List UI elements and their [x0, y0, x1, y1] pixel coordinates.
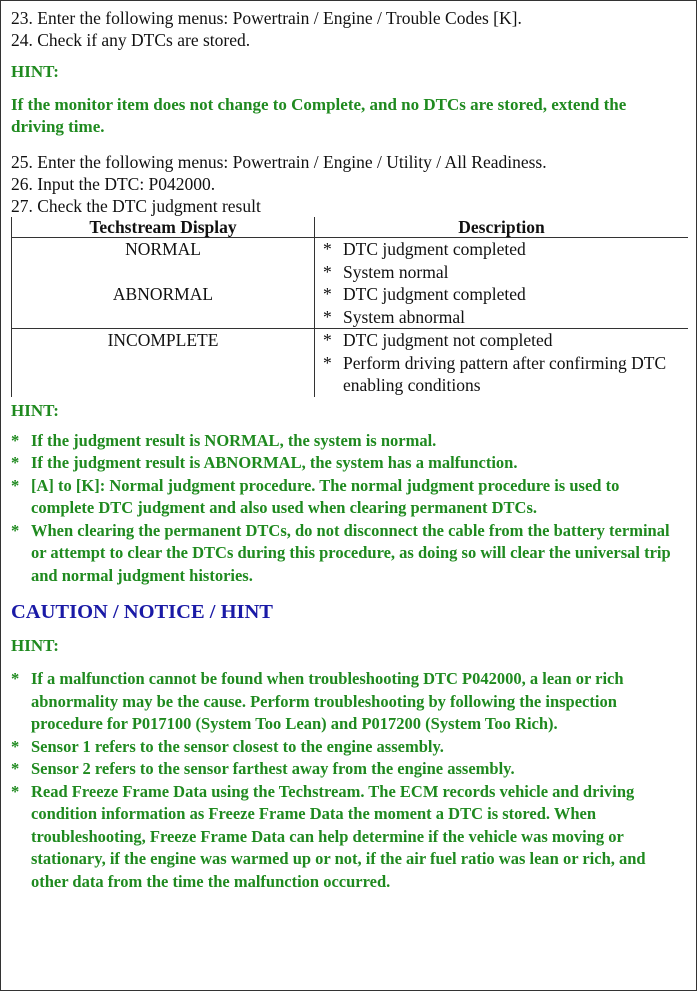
caution-section [11, 599, 686, 893]
bullet: * [11, 430, 20, 450]
caution-title: CAUTION / NOTICE / HINT [11, 601, 273, 623]
description-cell [315, 283, 689, 329]
dtc-judgment-table [11, 217, 688, 397]
step-27: 27. Check the DTC judgment result [11, 196, 261, 216]
steps-middle [11, 151, 686, 217]
bullet: * [11, 759, 20, 778]
list-item: * If a malfunction cannot be found when troubleshooting DTC P042000, a lean or rich abnormality may be the cause. Perform troubleshooting by following the inspection procedure for P017100 (System Too Lean) and P017200 (System Too Rich). [11, 669, 624, 733]
bullet: * [323, 352, 332, 373]
display-value: ABNORMAL [112, 284, 214, 304]
hint-list-2 [11, 430, 686, 588]
display-incomplete [12, 329, 315, 397]
bullet: * [11, 520, 20, 540]
display-abnormal [12, 283, 315, 329]
display-normal [12, 238, 315, 284]
display-value: NORMAL [125, 239, 201, 259]
list-item: * [A] to [K]: Normal judgment procedure. The normal judgment procedure is used to complete DTC judgment and also used when clearing permanent DTCs. [11, 475, 620, 517]
desc-text: Perform driving pattern after confirming DTC enabling conditions [343, 352, 667, 395]
bullet: * [323, 284, 332, 304]
desc-text: DTC judgment completed [343, 284, 526, 304]
steps-top [11, 1, 686, 51]
header-description: Description [315, 217, 689, 238]
bullet: * [323, 261, 332, 282]
list-item: * When clearing the permanent DTCs, do not disconnect the cable from the battery terminal or attempt to clear the DTCs during this procedure, as doing so will clear the universal trip and normal judgment histories. [11, 520, 671, 585]
desc-text: DTC judgment completed [343, 239, 526, 259]
hint-text-1: If the monitor item does not change to Complete, and no DTCs are stored, extend the driving time. [11, 95, 627, 136]
desc-text: System abnormal [343, 306, 465, 327]
description-cell [315, 238, 689, 284]
header-techstream-display: Techstream Display [12, 217, 315, 238]
hint-block-1 [11, 61, 686, 138]
hint-title-3: HINT: [11, 636, 59, 655]
step-25: 25. Enter the following menus: Powertrain / Engine / Utility / All Readiness. [11, 152, 547, 172]
step-26: 26. Input the DTC: P042000. [11, 174, 216, 194]
hint-list-3 [11, 668, 686, 893]
bullet: * [11, 781, 20, 801]
bullet: * [11, 453, 20, 472]
hint-block-2 [11, 400, 686, 588]
hint-title-1: HINT: [11, 62, 59, 81]
list-item: * Sensor 1 refers to the sensor closest to the engine assembly. [11, 736, 686, 759]
table-row [12, 238, 689, 284]
bullet: * [11, 475, 20, 495]
hint-title-2: HINT: [11, 400, 59, 420]
step-23: 23. Enter the following menus: Powertrain / Engine / Trouble Codes [K]. [11, 8, 522, 28]
list-item: * Read Freeze Frame Data using the Techstream. The ECM records vehicle and driving condition information as Freeze Frame Data the moment a DTC is stored. When troubleshooting, Freeze Frame Data can help determine if the vehicle was moving or stationary, if the engine was warmed up or not, if the air fuel ratio was lean or rich, and other data from the time the malfunction occurred. [11, 781, 646, 891]
bullet: * [323, 239, 332, 259]
table-row [12, 329, 689, 397]
desc-text: DTC judgment not completed [343, 330, 553, 350]
bullet: * [11, 669, 20, 688]
list-item: * Sensor 2 refers to the sensor farthest away from the engine assembly. [11, 758, 686, 781]
bullet: * [323, 306, 332, 327]
description-cell [315, 329, 689, 397]
list-item: * If the judgment result is ABNORMAL, the system has a malfunction. [11, 452, 686, 475]
desc-text: System normal [343, 261, 449, 282]
list-item: * If the judgment result is NORMAL, the system is normal. [11, 430, 686, 453]
table-header-row [12, 217, 689, 238]
table-row [12, 283, 689, 329]
step-24: 24. Check if any DTCs are stored. [11, 30, 251, 50]
bullet: * [323, 330, 332, 350]
bullet: * [11, 736, 20, 756]
display-value: INCOMPLETE [107, 330, 219, 350]
